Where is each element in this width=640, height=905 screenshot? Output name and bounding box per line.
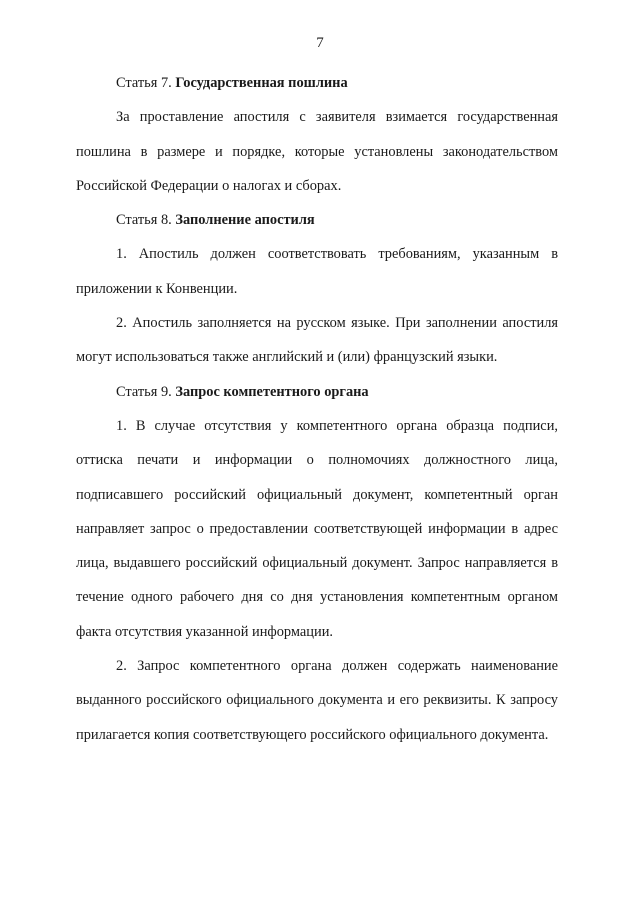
- article-7-title: Государственная пошлина: [175, 75, 348, 91]
- article-9-paragraph-2: 2. Запрос компетентного органа должен содержать наименование выданного российского официального документа и его реквизиты. К запросу прилагается копия соответствующего российского официального документа.: [76, 658, 558, 743]
- article-8-heading: [76, 203, 558, 237]
- article-9-prefix: Статья 9.: [116, 383, 172, 400]
- article-8-paragraph-1: 1. Апостиль должен соответствовать требованиям, указанным в приложении к Конвенции.: [76, 246, 558, 297]
- article-8-prefix: Статья 8.: [116, 212, 172, 229]
- article-7-heading: [76, 66, 558, 100]
- article-8-title: Заполнение апостиля: [175, 212, 315, 229]
- article-9-title: Запрос компетентного органа: [175, 383, 369, 400]
- article-9-paragraph-1: 1. В случае отсутствия у компетентного органа образца подписи, оттиска печати и информации о полномочиях должностного лица, подписавшего российский официальный документ, компетентный орган направляет запрос о предоставлении соответствующей информации в адрес лица, выдавшего российский официальный документ. Запрос направляется в течение одного рабочего дня со дня установления компетентным органом факта отсутствия указанной информации.: [76, 417, 558, 640]
- article-7-paragraph-1: За проставление апостиля с заявителя взимается государственная пошлина в размере и порядке, которые установлены законодательством Российской Федерации о налогах и сборах.: [76, 109, 558, 194]
- article-8-paragraph-2: 2. Апостиль заполняется на русском языке. При заполнении апостиля могут использоваться также английский и (или) французский языки.: [76, 315, 558, 366]
- article-7-prefix: Статья 7.: [116, 75, 172, 91]
- page-number: 7: [316, 35, 324, 51]
- document-body: [76, 66, 558, 752]
- article-9-heading: [76, 375, 558, 409]
